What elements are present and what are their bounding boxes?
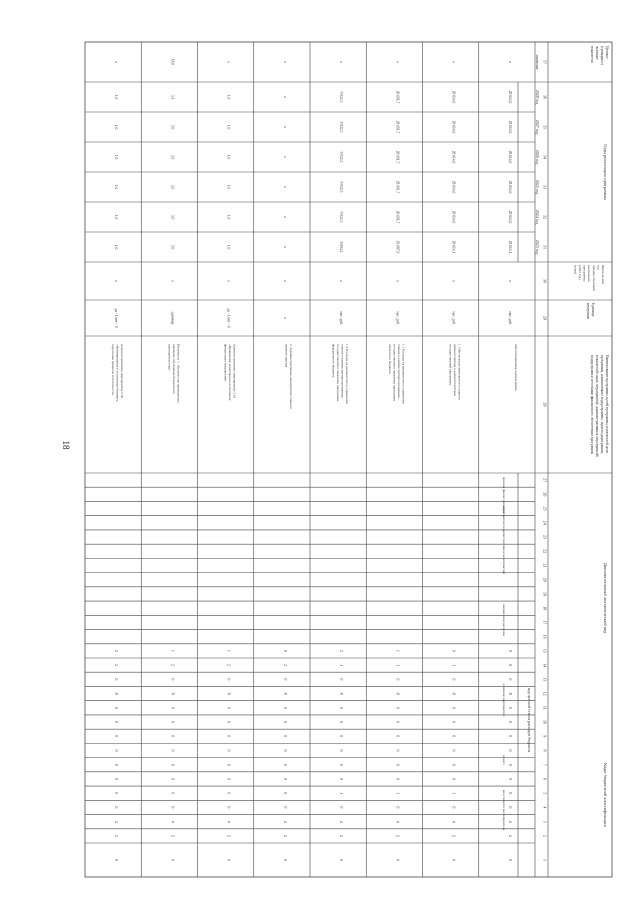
code-cell: 0 (226, 792, 232, 795)
code-cell: 0 (507, 664, 513, 667)
code-cell: 0 (282, 706, 288, 709)
row-fact: х (226, 280, 231, 282)
code-cell: 8 (114, 692, 120, 695)
code-cell: 0 (507, 749, 513, 752)
row-name (111, 344, 124, 402)
row-year-value: 28 614,1 (451, 240, 456, 254)
code-cell: 4 (507, 820, 513, 823)
code-cell: 0 (451, 649, 457, 652)
row-year-value: 1,0 (226, 214, 231, 220)
column-number: 26 (542, 492, 548, 497)
code-cell: 0 (339, 706, 345, 709)
code-cell: 2 (395, 834, 401, 837)
cell-text-line: главного администратора программы - (340, 344, 345, 400)
header-year: 2023 год (535, 239, 540, 255)
code-cell: 0 (451, 777, 457, 780)
code-cell: 2 (170, 834, 176, 837)
code-cell: 0 (451, 706, 457, 709)
code-cell: 1 (339, 792, 345, 795)
column-number: 30 (542, 279, 548, 283)
code-cell: 0 (339, 763, 345, 766)
cell-text-line: Единица (591, 303, 595, 317)
code-cell: 0 (451, 721, 457, 724)
code-cell: 1 (226, 649, 232, 652)
row-year-value: 28 614,0 (451, 210, 456, 224)
sub-header-finance: признак финансирования (502, 476, 506, 514)
code-cell: 0 (282, 792, 288, 795)
code-cell: 0 (395, 678, 401, 681)
code-cell: 0 (395, 763, 401, 766)
column-number: 22 (542, 549, 548, 554)
code-cell: 0 (170, 721, 176, 724)
code-cell: 4 (282, 820, 288, 823)
column-number: 18 (542, 606, 548, 611)
row-unit: да - 1/нет - 0 (114, 308, 119, 328)
code-cell: 0 (114, 735, 120, 738)
row-year-value: х (282, 246, 287, 248)
row-fact: х (114, 280, 119, 282)
column-number: 2 (542, 834, 548, 837)
cell-text-line: «Формирование и исполнение бюджета, (115, 344, 120, 403)
code-cell: 0 (282, 806, 288, 809)
code-cell: 0 (339, 749, 345, 752)
code-cell: 0 (339, 806, 345, 809)
code-cell: 0 (339, 735, 345, 738)
row-fact: х (395, 280, 400, 282)
row-unit: да - 1/нет - 0 (226, 308, 231, 328)
code-cell: 0 (395, 749, 401, 752)
row-year-value: 28 614,0 (451, 180, 456, 194)
column-number: 21 (542, 563, 548, 568)
column-number: 5 (542, 792, 548, 795)
code-cell: 0 (114, 721, 120, 724)
code-cell: 1 (451, 664, 457, 667)
code-cell: 4 (170, 820, 176, 823)
column-number: 29 (542, 316, 548, 320)
code-cell: 0 (170, 749, 176, 752)
code-cell: 0 (170, 806, 176, 809)
row-unit: тыс. руб. (395, 311, 400, 325)
header-year: 2027 год (535, 119, 540, 135)
code-cell: 0 (507, 649, 513, 652)
code-cell: 0 (395, 859, 401, 861)
row-year-value: 9 922,3 (339, 91, 344, 103)
cell-text-line: Наименование программы, целей программы, показателей цели (605, 355, 609, 453)
row-year-value: 28 614,0 (451, 120, 456, 134)
row-target: х (114, 61, 119, 63)
code-cell: 0 (451, 806, 457, 809)
row-target: х (339, 61, 344, 63)
header-name-column (590, 355, 609, 457)
code-cell: 0 (282, 763, 288, 766)
code-cell: 0 (395, 706, 401, 709)
row-fact: х (170, 280, 175, 282)
code-cell: 8 (507, 692, 513, 695)
column-number: 7 (542, 763, 548, 766)
cell-text-line: Фактический (601, 265, 605, 285)
code-cell: 2 (339, 649, 345, 652)
code-cell: 0 (339, 721, 345, 724)
header-year: 2024 год (535, 209, 540, 225)
row-target: х (226, 61, 231, 63)
cell-text-line: 1.1 Расходы на руководство и управление (401, 344, 406, 404)
column-number: 14 (542, 663, 548, 668)
column-number: 33 (542, 185, 548, 189)
row-name (332, 344, 350, 404)
column-number: 3 (542, 820, 548, 823)
row-year-value: 1,0 (114, 184, 119, 190)
code-cell: 8 (170, 692, 176, 695)
cell-text-line: измерения (586, 303, 590, 320)
cell-text-line: областного бюджета (387, 344, 392, 374)
row-year-value: 1,0 (114, 214, 119, 220)
cell-text-line: государственного заказчика программы (392, 344, 397, 402)
cell-text-line: (суммарное) (600, 46, 604, 65)
cell-text-line: год (596, 265, 601, 270)
code-cell: 1 (395, 649, 401, 652)
code-cell: 0 (339, 678, 345, 681)
sub-header-main-event: основное мероприятие (502, 683, 506, 717)
code-cell: 2 (451, 834, 457, 837)
header-target (590, 46, 609, 66)
sub-header-measure: мероприятие (административное мероприятие) (502, 505, 506, 575)
row-year-value: 1,0 (226, 244, 231, 250)
row-year-value: 28 614,0 (507, 210, 512, 224)
code-cell: 2 (114, 649, 120, 652)
column-number: 16 (542, 634, 548, 639)
cell-text-line: (2022 год) (578, 265, 582, 280)
code-cell: 0 (507, 859, 513, 861)
code-cell: 4 (114, 820, 120, 823)
row-target: х (507, 61, 512, 63)
column-number: 37 (542, 60, 548, 64)
code-cell: 0 (282, 649, 288, 652)
column-number: 10 (542, 720, 548, 725)
header-years-group: Годы реализации программы (603, 144, 608, 200)
page-number: 18 (61, 440, 71, 450)
code-cell: 2 (226, 664, 232, 667)
column-number: 8 (542, 749, 548, 752)
cell-text-line: Обеспечивающая подпрограмма (513, 344, 518, 391)
row-year-value: 1,0 (114, 124, 119, 130)
row-name (167, 344, 180, 403)
code-cell: 4 (339, 820, 345, 823)
row-year-value: 28 091,7 (395, 120, 400, 134)
code-cell: 2 (170, 664, 176, 667)
cell-text-line: администратора (284, 344, 289, 368)
header-fact (573, 265, 605, 291)
code-cell: 0 (226, 806, 232, 809)
code-cell: 0 (451, 763, 457, 766)
cell-text-line: главного администратора программы - (396, 344, 401, 400)
row-unit: тыс. руб. (507, 311, 512, 325)
code-cell: 4 (226, 820, 232, 823)
row-year-value: 1,0 (226, 124, 231, 130)
row-target: х (451, 61, 456, 63)
cell-text-line: «Проведение мониторинга исполнения (228, 344, 233, 401)
code-cell: 8 (451, 692, 457, 695)
row-year-value: 9 922,3 (339, 181, 344, 193)
code-cell: 8 (282, 692, 288, 695)
header-year: 2026 год (535, 149, 540, 165)
code-cell: 2 (507, 834, 513, 837)
column-number: 17 (542, 620, 548, 625)
row-year-value: 3,4 (170, 94, 175, 100)
row-target: 18,0 (170, 58, 175, 66)
code-cell: 0 (226, 721, 232, 724)
column-number: 27 (542, 478, 548, 483)
column-number: 1 (542, 859, 548, 861)
row-year-value: 28 614,0 (451, 150, 456, 164)
row-unit: х (282, 317, 287, 319)
code-cell: 0 (507, 678, 513, 681)
cell-text-line: федерального бюджета (331, 344, 336, 378)
code-cell: 0 (451, 749, 457, 752)
cell-text-line: законодательства» (167, 344, 172, 371)
code-cell: 0 (282, 749, 288, 752)
code-cell: 2 (282, 664, 288, 667)
code-cell: 0 (170, 735, 176, 738)
cell-text-line: финансовых показателей» (223, 344, 228, 382)
code-cell: 0 (226, 735, 232, 738)
cell-text-line: Административное мероприятие 2.01 (232, 344, 237, 399)
row-name (388, 344, 406, 404)
cell-text-line: 1.2 Расходы на руководство и управление (345, 344, 350, 404)
code-cell: 0 (339, 859, 345, 861)
code-cell: 0 (170, 859, 176, 861)
row-year-value: 3,0 (170, 154, 175, 160)
column-number: 28 (542, 402, 548, 407)
code-cell: 0 (226, 706, 232, 709)
header-year: 2028 год (535, 89, 540, 105)
code-cell: 4 (395, 820, 401, 823)
code-cell: 2 (114, 834, 120, 837)
cell-text-line: администратора и администраторов (453, 344, 458, 396)
code-cell: 2 (339, 834, 345, 837)
row-fact: х (451, 280, 456, 282)
row-year-value: 3,0 (170, 124, 175, 130)
cell-text-line: (план) (573, 265, 578, 275)
cell-text-line: проверок соблюдения бюджетного (171, 344, 176, 394)
code-cell: 1 (339, 664, 345, 667)
row-unit: единица (170, 311, 175, 325)
code-cell: 0 (282, 859, 288, 861)
code-cell: 0 (114, 777, 120, 780)
row-year-value: х (282, 216, 287, 218)
row-name (514, 344, 518, 391)
code-cell: 8 (339, 692, 345, 695)
row-year-value: 28 091,7 (395, 90, 400, 104)
column-number: 4 (542, 806, 548, 809)
row-year-value: 1,0 (226, 184, 231, 190)
row-year-value: 28 614,0 (507, 150, 512, 164)
row-target: х (395, 61, 400, 63)
column-number: 31 (542, 245, 548, 249)
cell-text-line: показателя (590, 46, 594, 63)
code-cell: 0 (507, 792, 513, 795)
header-year: 2025 год (535, 179, 540, 195)
row-year-value: х (282, 186, 287, 188)
row-name (284, 344, 293, 409)
code-cell: 0 (170, 777, 176, 780)
code-cell: 0 (282, 721, 288, 724)
code-cell: 0 (114, 678, 120, 681)
column-number: 23 (542, 535, 548, 540)
cell-text-line: 2. Административные мероприятия главного (288, 344, 293, 409)
row-year-value: 1,0 (226, 94, 231, 100)
code-cell: 0 (226, 678, 232, 681)
code-cell: 0 (339, 777, 345, 780)
column-number: 36 (542, 95, 548, 99)
code-cell: 2 (282, 834, 288, 837)
row-year-value: 1,0 (114, 244, 119, 250)
code-cell: 0 (507, 735, 513, 738)
code-cell: 0 (226, 859, 232, 861)
code-cell: 0 (395, 735, 401, 738)
header-target-sub: значение (535, 54, 540, 70)
header-unit (586, 303, 595, 319)
header-program-code: код целевой статьи расходов бюджета (527, 687, 532, 753)
sub-header-section: раздел (502, 755, 506, 765)
code-cell: 0 (170, 763, 176, 766)
header-additional-code: Дополнительный аналитический код (603, 562, 608, 634)
row-year-value: 28 614,0 (507, 120, 512, 134)
column-number: 34 (542, 155, 548, 159)
cell-text-line: программы (582, 265, 587, 282)
code-cell: 0 (170, 678, 176, 681)
code-cell: 0 (507, 706, 513, 709)
row-year-value: 28 091,7 (395, 150, 400, 164)
code-cell: 0 (114, 749, 120, 752)
code-cell: 0 (451, 678, 457, 681)
row-year-value: 28 614,0 (451, 90, 456, 104)
row-target: х (282, 61, 287, 63)
column-number: 11 (542, 705, 548, 710)
code-cell: 0 (282, 735, 288, 738)
row-name (449, 344, 462, 400)
cell-text-line: Показатель 1. «Количество проведенных (176, 344, 181, 403)
code-cell: 0 (395, 806, 401, 809)
row-year-value: 1,0 (226, 154, 231, 160)
cell-text-line: подпрограмм и источники финансового обеспечения программы (590, 355, 594, 455)
row-year-value: 9 922,3 (339, 151, 344, 163)
row-year-value: 3,0 (170, 214, 175, 220)
row-year-value: 9 922,3 (339, 121, 344, 133)
row-year-value: 9 922,3 (339, 211, 344, 223)
code-cell: 0 (507, 721, 513, 724)
cell-text-line: предшествующий (591, 265, 596, 291)
sub-header-main-code: код главного распорядителя (502, 789, 506, 831)
header-budget-classification: Коды бюджетной классификации (603, 763, 608, 827)
row-year-value: 3,0 (170, 244, 175, 250)
code-cell: 1 (395, 664, 401, 667)
column-number: 24 (542, 520, 548, 525)
cell-text-line: 1. Обеспечение деятельности главного (457, 344, 462, 400)
code-cell: 1 (395, 792, 401, 795)
code-cell: 0 (114, 859, 120, 861)
code-cell: 0 (226, 749, 232, 752)
column-number: 32 (542, 215, 548, 219)
code-cell: 0 (395, 777, 401, 780)
row-year-value: 28 614,0 (507, 90, 512, 104)
column-number: 9 (542, 735, 548, 738)
column-number: 20 (542, 577, 548, 582)
code-cell: 2 (114, 664, 120, 667)
cell-text-line: Целевое (605, 46, 609, 59)
row-fact: х (282, 280, 287, 282)
row-year-value: 1,0 (114, 94, 119, 100)
row-year-value: 8 694,2 (339, 241, 344, 253)
code-cell: 2 (226, 834, 232, 837)
code-cell: 0 (170, 792, 176, 795)
sub-header-direction: направление расходов (502, 604, 506, 636)
code-cell: 0 (451, 735, 457, 738)
cell-text-line: подготовка проектов и отчетности» (111, 344, 116, 396)
row-year-value: 29 087,9 (395, 240, 400, 254)
row-year-value: х (282, 126, 287, 128)
row-name (224, 344, 237, 401)
column-number: 19 (542, 591, 548, 596)
row-unit: тыс. руб. (339, 311, 344, 325)
code-cell: 0 (507, 806, 513, 809)
row-fact: х (339, 280, 344, 282)
column-number: 6 (542, 777, 548, 780)
row-year-value: х (282, 156, 287, 158)
row-year-value: 28 091,7 (395, 180, 400, 194)
code-cell: 0 (507, 763, 513, 766)
code-cell: 4 (451, 820, 457, 823)
column-number: 35 (542, 125, 548, 129)
code-cell: 0 (507, 777, 513, 780)
cell-text-line: реализации (587, 265, 592, 282)
code-cell: 0 (282, 678, 288, 681)
code-cell: 0 (114, 706, 120, 709)
code-cell: 1 (170, 649, 176, 652)
code-cell: 0 (114, 763, 120, 766)
code-cell: 1 (451, 792, 457, 795)
row-fact: х (507, 280, 512, 282)
column-number: 25 (542, 506, 548, 511)
column-number: 15 (542, 648, 548, 653)
cell-text-line: Административное мероприятие 2.02 (120, 344, 125, 399)
row-year-value: 1,0 (114, 154, 119, 160)
column-number: 12 (542, 691, 548, 696)
column-number: 13 (542, 677, 548, 682)
code-cell: 8 (395, 692, 401, 695)
code-cell: 8 (226, 692, 232, 695)
cell-text-line: программы, наименование подпрограммы, задач подпрограммы, (600, 355, 604, 455)
code-cell: 0 (114, 792, 120, 795)
row-year-value: 28 614,1 (507, 240, 512, 254)
row-year-value: 3,0 (170, 184, 175, 190)
code-cell: 0 (451, 859, 457, 861)
code-cell: 0 (114, 806, 120, 809)
row-year-value: 28 614,0 (507, 180, 512, 194)
cell-text-line: значение (595, 46, 599, 60)
code-cell: 0 (170, 706, 176, 709)
code-cell: 0 (226, 777, 232, 780)
code-cell: 0 (226, 763, 232, 766)
row-unit: тыс. руб. (451, 311, 456, 325)
cell-text-line: государственного заказчика программы (336, 344, 341, 402)
row-year-value: х (282, 96, 287, 98)
row-year-value: 28 091,7 (395, 210, 400, 224)
cell-text-line: государственной программы (448, 344, 453, 386)
cell-text-line: показателей задач, мероприятий, административных мероприятий (595, 355, 599, 457)
code-cell: 0 (282, 777, 288, 780)
code-cell: 0 (395, 721, 401, 724)
